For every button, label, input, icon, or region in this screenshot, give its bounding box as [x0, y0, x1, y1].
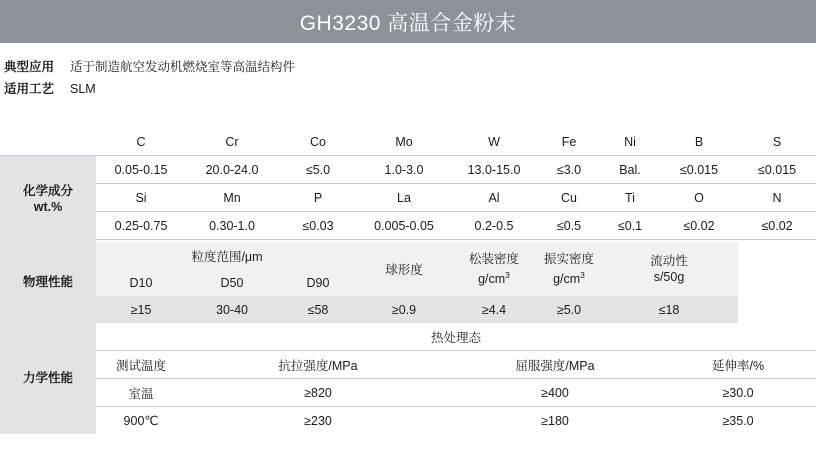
meta-row-application [4, 57, 816, 77]
section-label-line2: wt.% [33, 200, 63, 214]
mech-temp-room: 室温 [96, 379, 186, 407]
physical-val-d10: ≥15 [96, 296, 186, 323]
chem-val-p: ≤0.03 [278, 212, 358, 240]
chem-val-o: ≤0.02 [660, 212, 738, 240]
physical-group-header-granularity: 粒度范围/μm [96, 242, 358, 269]
physical-val-apparent-density: ≥4.4 [450, 296, 538, 323]
mechanical-group-header-heat-treated: 热处理态 [96, 323, 816, 351]
chem-head-n: N [738, 184, 816, 212]
chemical-corner-cell [0, 128, 96, 156]
chem-val-al: 0.2-0.5 [450, 212, 538, 240]
mechanical-subheader-row [0, 351, 816, 379]
header-line2: $g/cm^3$ [478, 269, 510, 287]
chem-val-cu: ≤0.5 [538, 212, 600, 240]
page-title: GH3230 高温合金粉末 [299, 11, 517, 35]
header-line1: 振实密度 [543, 251, 594, 266]
meta-row-process [4, 79, 816, 99]
spacer-cell [0, 101, 816, 128]
chem-val-fe: ≤3.0 [538, 156, 600, 184]
chem-head-si: Si [96, 184, 186, 212]
chem-head-ti: Ti [600, 184, 660, 212]
meta-label: 适用工艺 [4, 82, 55, 96]
chemical-value-row-2 [0, 212, 816, 240]
chem-val-w: 13.0-15.0 [450, 156, 538, 184]
physical-header-flowability [600, 242, 738, 296]
mech-elong-900: ≥35.0 [660, 407, 816, 435]
chem-head-al: Al [450, 184, 538, 212]
section-label-line1: 化学成分 [22, 184, 73, 198]
mech-tensile-900: ≥230 [186, 407, 450, 435]
physical-val-d90: ≤58 [278, 296, 358, 323]
physical-val-sphericity: ≥0.9 [358, 296, 450, 323]
chem-val-mn: 0.30-1.0 [186, 212, 278, 240]
spec-table [0, 101, 816, 434]
spacer-row [0, 101, 816, 128]
mech-tensile-room: ≥820 [186, 379, 450, 407]
chem-head-ni: Ni [600, 128, 660, 156]
physical-header-row [0, 242, 816, 269]
mech-yield-900: ≥180 [450, 407, 660, 435]
chem-head-b: B [660, 128, 738, 156]
chem-head-fe: Fe [538, 128, 600, 156]
mechanical-group-header-row [0, 323, 816, 351]
chem-val-si: 0.25-0.75 [96, 212, 186, 240]
chemical-value-row-1 [0, 156, 816, 184]
chem-val-co: ≤5.0 [278, 156, 358, 184]
chem-val-mo: 1.0-3.0 [358, 156, 450, 184]
mech-elong-room: ≥30.0 [660, 379, 816, 407]
chem-head-w: W [450, 128, 538, 156]
mech-yield-room: ≥400 [450, 379, 660, 407]
chem-head-mo: Mo [358, 128, 450, 156]
mech-subheader-elongation: 延伸率/% [660, 351, 816, 379]
header-line2: $g/cm^3$ [553, 269, 585, 287]
physical-value-row [0, 296, 816, 323]
meta-value: SLM [70, 82, 96, 96]
mech-subheader-yield: 屈服强度/MPa [450, 351, 660, 379]
physical-subheader-d50: D50 [186, 269, 278, 296]
physical-subheader-d10: D10 [96, 269, 186, 296]
meta-label: 典型应用 [4, 60, 55, 74]
physical-subheader-d90: D90 [278, 269, 358, 296]
chem-val-b: ≤0.015 [660, 156, 738, 184]
chem-head-cu: Cu [538, 184, 600, 212]
chem-head-cr: Cr [186, 128, 278, 156]
physical-header-sphericity [358, 242, 450, 296]
chemical-header-row-1 [0, 128, 816, 156]
chem-val-ni: Bal. [600, 156, 660, 184]
chem-val-n: ≤0.02 [738, 212, 816, 240]
physical-header-tap-density [538, 242, 600, 296]
physical-val-flowability: ≤18 [600, 296, 738, 323]
title-bar [0, 0, 816, 43]
physical-val-d50: 30-40 [186, 296, 278, 323]
mechanical-row-900c [0, 407, 816, 435]
chem-head-mn: Mn [186, 184, 278, 212]
physical-header-apparent-density [450, 242, 538, 296]
meta-value: 适于制造航空发动机燃烧室等高温结构件 [70, 60, 296, 74]
chem-val-cr: 20.0-24.0 [186, 156, 278, 184]
chem-head-p: P [278, 184, 358, 212]
mech-subheader-tensile: 抗拉强度/MPa [186, 351, 450, 379]
mech-temp-900: 900℃ [96, 407, 186, 435]
section-label-chemical [0, 156, 96, 243]
chem-head-o: O [660, 184, 738, 212]
section-label-mechanical: 力学性能 [0, 323, 96, 434]
chem-head-co: Co [278, 128, 358, 156]
chem-head-c: C [96, 128, 186, 156]
mech-subheader-test-temp: 测试温度 [96, 351, 186, 379]
header-line1: 流动性 [650, 254, 688, 268]
chem-val-ti: ≤0.1 [600, 212, 660, 240]
meta-block [0, 43, 816, 99]
section-label-physical: 物理性能 [0, 242, 96, 323]
physical-val-tap-density: ≥5.0 [538, 296, 600, 323]
mechanical-row-room-temp [0, 379, 816, 407]
chem-val-c: 0.05-0.15 [96, 156, 186, 184]
chem-val-s: ≤0.015 [738, 156, 816, 184]
header-line1: 松装密度 [468, 251, 519, 266]
header-line2: s/50g [653, 270, 685, 284]
header-line1: 球形度 [385, 263, 423, 277]
chemical-header-row-2 [0, 184, 816, 212]
chem-head-la: La [358, 184, 450, 212]
chem-val-la: 0.005-0.05 [358, 212, 450, 240]
chem-head-s: S [738, 128, 816, 156]
